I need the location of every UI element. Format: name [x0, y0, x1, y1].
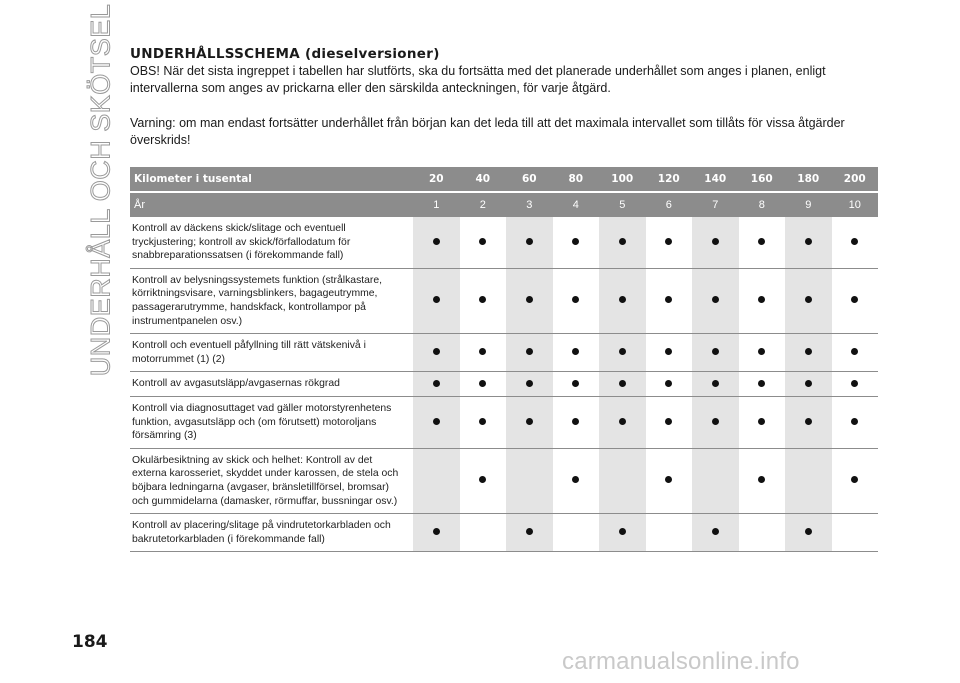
check-dot-icon [619, 296, 626, 303]
year-header-row [130, 191, 878, 217]
check-dot-icon [572, 380, 579, 387]
check-dot-icon [619, 238, 626, 245]
interval-cell [646, 372, 693, 397]
km-header-label: Kilometer i tusental [130, 167, 413, 191]
check-dot-icon [572, 348, 579, 355]
interval-cell [460, 514, 507, 552]
year-header-cell: 8 [739, 191, 786, 217]
interval-cell [739, 269, 786, 334]
table-row [130, 372, 878, 397]
table-row [130, 217, 878, 269]
km-header-cell: 60 [506, 167, 553, 191]
warning-paragraph: Varning: om man endast fortsätter underhållet från början kan det leda till att det maximala intervallet som tillåts för vissa åtgärder överskrids! [130, 116, 845, 147]
check-dot-icon [433, 296, 440, 303]
check-dot-icon [758, 238, 765, 245]
interval-cell [460, 397, 507, 449]
check-dot-icon [479, 296, 486, 303]
interval-cell [646, 269, 693, 334]
interval-cell [599, 269, 646, 334]
interval-cell [506, 397, 553, 449]
km-header-cell: 80 [553, 167, 600, 191]
check-dot-icon [851, 418, 858, 425]
interval-cell [739, 334, 786, 372]
km-header-cell: 100 [599, 167, 646, 191]
check-dot-icon [665, 380, 672, 387]
check-dot-icon [851, 296, 858, 303]
page-content [130, 46, 880, 552]
check-dot-icon [665, 238, 672, 245]
obs-paragraph: OBS! När det sista ingreppet i tabellen har slutförts, ska du fortsätta med det planerade underhållet som anges i planen, enligt intervallerna som anges av prickarna eller den särskilda anteckningen, för varje åtgärd. [130, 64, 826, 95]
interval-cell [646, 449, 693, 514]
watermark: carmanualsonline.info [562, 648, 800, 675]
check-dot-icon [712, 238, 719, 245]
row-label: Kontroll och eventuell påfyllning till rätt vätskenivå i motorrummet (1) (2) [130, 334, 413, 372]
table-row [130, 334, 878, 372]
page-number: 184 [72, 632, 108, 652]
interval-cell [785, 372, 832, 397]
row-label: Kontroll av belysningssystemets funktion (strålkastare, körriktningsvisare, varningsblinkers, bagageutrymme, passagerarutrymme, handskfack, kontrollampor på instrumentpanelen osv.) [130, 269, 413, 334]
km-header-cell: 200 [832, 167, 879, 191]
km-header-cell: 20 [413, 167, 460, 191]
interval-cell [460, 372, 507, 397]
interval-cell [413, 397, 460, 449]
page-title: UNDERHÅLLSSCHEMA (dieselversioner) [130, 46, 440, 62]
side-chapter-tab [84, 3, 118, 377]
check-dot-icon [479, 476, 486, 483]
check-dot-icon [712, 296, 719, 303]
interval-cell [553, 397, 600, 449]
interval-cell [553, 449, 600, 514]
interval-cell [739, 449, 786, 514]
check-dot-icon [712, 348, 719, 355]
check-dot-icon [433, 238, 440, 245]
interval-cell [646, 334, 693, 372]
interval-cell [832, 217, 879, 269]
year-header-cell: 1 [413, 191, 460, 217]
interval-cell [692, 514, 739, 552]
interval-cell [785, 514, 832, 552]
interval-cell [692, 269, 739, 334]
interval-cell [739, 217, 786, 269]
interval-cell [599, 449, 646, 514]
interval-cell [692, 217, 739, 269]
check-dot-icon [433, 528, 440, 535]
check-dot-icon [479, 380, 486, 387]
interval-cell [832, 372, 879, 397]
km-header-cell: 40 [460, 167, 507, 191]
interval-cell [460, 334, 507, 372]
check-dot-icon [851, 348, 858, 355]
interval-cell [553, 514, 600, 552]
year-header-cell: 5 [599, 191, 646, 217]
check-dot-icon [758, 380, 765, 387]
year-header-cell: 6 [646, 191, 693, 217]
check-dot-icon [572, 476, 579, 483]
interval-cell [460, 449, 507, 514]
interval-cell [785, 269, 832, 334]
interval-cell [413, 269, 460, 334]
interval-cell [413, 449, 460, 514]
table-row [130, 397, 878, 449]
row-label: Kontroll av avgasutsläpp/avgasernas rökgrad [130, 372, 413, 397]
check-dot-icon [851, 380, 858, 387]
check-dot-icon [665, 476, 672, 483]
check-dot-icon [665, 418, 672, 425]
check-dot-icon [805, 528, 812, 535]
interval-cell [506, 514, 553, 552]
interval-cell [785, 217, 832, 269]
check-dot-icon [805, 418, 812, 425]
year-header-cell: 3 [506, 191, 553, 217]
check-dot-icon [479, 238, 486, 245]
check-dot-icon [665, 296, 672, 303]
interval-cell [413, 217, 460, 269]
check-dot-icon [805, 348, 812, 355]
interval-cell [599, 217, 646, 269]
check-dot-icon [805, 238, 812, 245]
check-dot-icon [619, 418, 626, 425]
interval-cell [739, 397, 786, 449]
interval-cell [413, 334, 460, 372]
check-dot-icon [758, 296, 765, 303]
interval-cell [599, 372, 646, 397]
interval-cell [832, 514, 879, 552]
check-dot-icon [665, 348, 672, 355]
interval-cell [413, 372, 460, 397]
check-dot-icon [526, 418, 533, 425]
interval-cell [739, 514, 786, 552]
row-label: Okulärbesiktning av skick och helhet: Kontroll av det externa karosseriet, skyddet under karossen, de stela och böjbara ledningarna (avgaser, bränsletillförsel, bromsar) och gummidelarna (damasker, rörmuffar, bussningar osv.) [130, 449, 413, 514]
interval-cell [692, 334, 739, 372]
interval-cell [506, 334, 553, 372]
interval-cell [692, 397, 739, 449]
check-dot-icon [526, 528, 533, 535]
km-header-row [130, 167, 878, 191]
check-dot-icon [433, 380, 440, 387]
check-dot-icon [805, 380, 812, 387]
year-header-cell: 4 [553, 191, 600, 217]
interval-cell [692, 449, 739, 514]
check-dot-icon [712, 528, 719, 535]
check-dot-icon [572, 238, 579, 245]
interval-cell [506, 372, 553, 397]
interval-cell [832, 449, 879, 514]
check-dot-icon [619, 380, 626, 387]
km-header-cell: 160 [739, 167, 786, 191]
km-header-cell: 180 [785, 167, 832, 191]
check-dot-icon [619, 348, 626, 355]
year-header-cell: 2 [460, 191, 507, 217]
year-header-cell: 10 [832, 191, 879, 217]
interval-cell [692, 372, 739, 397]
table-row [130, 269, 878, 334]
interval-cell [506, 217, 553, 269]
interval-cell [506, 269, 553, 334]
interval-cell [785, 449, 832, 514]
check-dot-icon [758, 348, 765, 355]
interval-cell [599, 514, 646, 552]
check-dot-icon [805, 296, 812, 303]
check-dot-icon [712, 380, 719, 387]
check-dot-icon [758, 418, 765, 425]
table-row [130, 514, 878, 552]
check-dot-icon [758, 476, 765, 483]
interval-cell [832, 334, 879, 372]
row-label: Kontroll av däckens skick/slitage och eventuell tryckjustering; kontroll av skick/förfallodatum för snabbreparationssatsen (i förekommande fall) [130, 217, 413, 269]
interval-cell [832, 269, 879, 334]
check-dot-icon [619, 528, 626, 535]
year-header-cell: 7 [692, 191, 739, 217]
interval-cell [599, 397, 646, 449]
interval-cell [460, 217, 507, 269]
interval-cell [506, 449, 553, 514]
interval-cell [460, 269, 507, 334]
interval-cell [832, 397, 879, 449]
check-dot-icon [572, 296, 579, 303]
check-dot-icon [479, 348, 486, 355]
interval-cell [553, 269, 600, 334]
schedule-body [130, 217, 878, 552]
year-header-label: År [130, 191, 413, 217]
check-dot-icon [479, 418, 486, 425]
check-dot-icon [433, 348, 440, 355]
interval-cell [785, 397, 832, 449]
km-header-cell: 140 [692, 167, 739, 191]
maintenance-schedule-table [130, 167, 878, 552]
check-dot-icon [526, 380, 533, 387]
check-dot-icon [851, 476, 858, 483]
interval-cell [553, 334, 600, 372]
check-dot-icon [712, 418, 719, 425]
interval-cell [553, 217, 600, 269]
interval-cell [413, 514, 460, 552]
row-label: Kontroll av placering/slitage på vindrutetorkarbladen och bakrutetorkarbladen (i förekommande fall) [130, 514, 413, 552]
side-chapter-label: UNDERHÅLL OCH SKÖTSEL [85, 3, 116, 377]
interval-cell [646, 217, 693, 269]
check-dot-icon [526, 296, 533, 303]
check-dot-icon [526, 348, 533, 355]
table-row [130, 449, 878, 514]
check-dot-icon [433, 418, 440, 425]
interval-cell [646, 397, 693, 449]
interval-cell [553, 372, 600, 397]
row-label: Kontroll via diagnosuttaget vad gäller motorstyrenhetens funktion, avgasutsläpp och (om förutsett) motoroljans försämring (3) [130, 397, 413, 449]
check-dot-icon [526, 238, 533, 245]
interval-cell [739, 372, 786, 397]
year-header-cell: 9 [785, 191, 832, 217]
check-dot-icon [572, 418, 579, 425]
interval-cell [646, 514, 693, 552]
check-dot-icon [851, 238, 858, 245]
interval-cell [599, 334, 646, 372]
interval-cell [785, 334, 832, 372]
km-header-cell: 120 [646, 167, 693, 191]
